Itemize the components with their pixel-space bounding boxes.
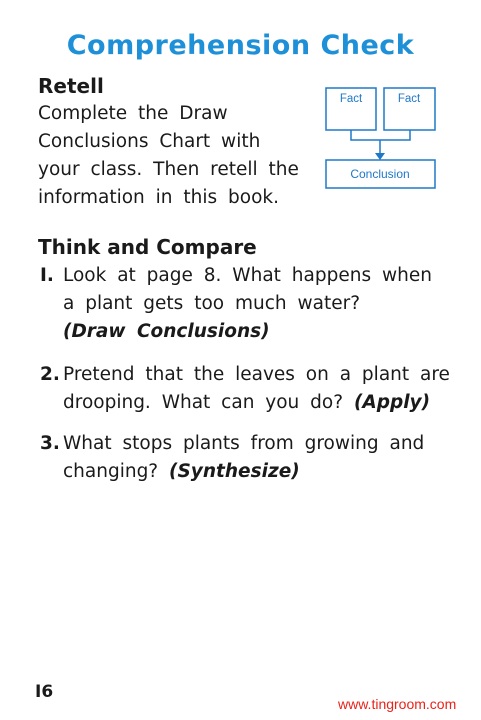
retell-paragraph xyxy=(38,100,299,212)
question-hint: (Apply) xyxy=(353,392,431,413)
retell-line: your class. Then retell the xyxy=(38,159,299,180)
watermark-link[interactable]: www.tingroom.com xyxy=(338,696,457,712)
question-line: a plant gets too much water? xyxy=(63,293,361,314)
question-line: What stops plants from growing and xyxy=(63,433,425,454)
question-hint: (Draw Conclusions) xyxy=(63,321,270,342)
arrow-head-icon xyxy=(375,153,385,160)
question-line: changing? xyxy=(63,461,159,482)
question-line: Pretend that the leaves on a plant are xyxy=(63,364,450,385)
retell-line: information in this book. xyxy=(38,187,280,208)
retell-heading: Retell xyxy=(38,74,104,98)
fact-label-2: Fact xyxy=(397,93,421,105)
page-title: Comprehension Check xyxy=(66,30,415,61)
question-line: drooping. What can you do? xyxy=(63,392,344,413)
conclusion-label: Conclusion xyxy=(350,167,410,181)
connector-line xyxy=(351,130,410,140)
question-number: 2. xyxy=(40,364,60,385)
fact-box-1 xyxy=(326,88,376,130)
fact-box-2 xyxy=(384,88,435,130)
conclusion-box xyxy=(326,160,435,188)
retell-line: Complete the Draw xyxy=(38,103,228,124)
question-line: Look at page 8. What happens when xyxy=(63,265,432,286)
question-number: 3. xyxy=(40,433,60,454)
question-number: I. xyxy=(40,265,54,286)
think-compare-heading: Think and Compare xyxy=(38,235,257,259)
page-number: I6 xyxy=(35,682,54,702)
retell-line: Conclusions Chart with xyxy=(38,131,261,152)
fact-label-1: Fact xyxy=(339,93,363,105)
question-hint: (Synthesize) xyxy=(169,461,300,482)
